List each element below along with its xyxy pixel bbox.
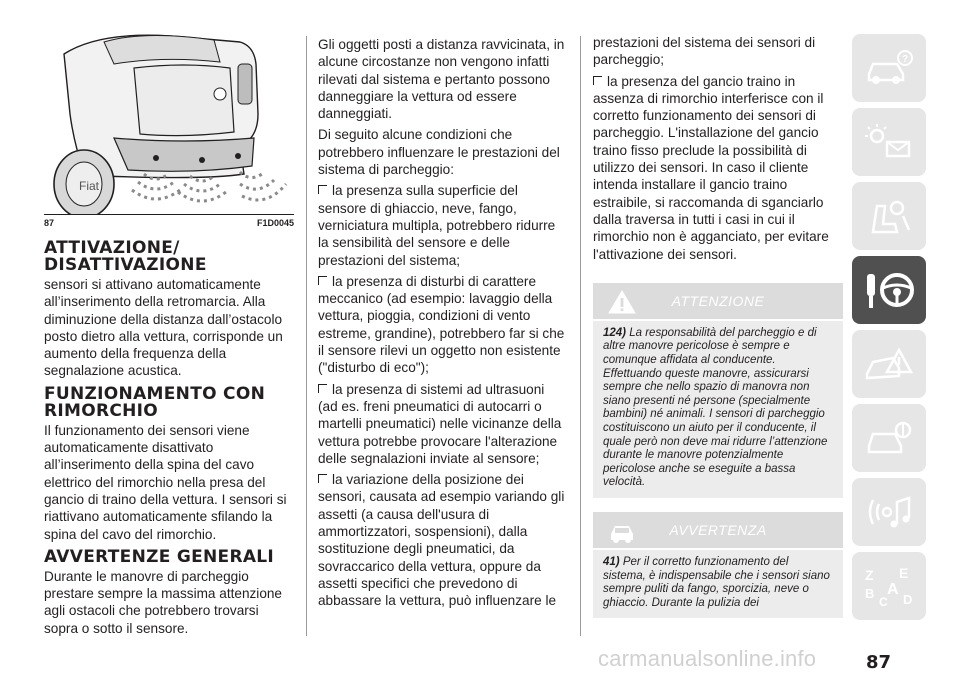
car-rear-sensor-illustration [44,34,294,214]
bullet-icon [593,76,602,85]
svg-text:E: E [899,565,909,581]
paragraph-condizioni: Di seguito alcune condizioni che potrebbero influenzare le prestazioni del sistema di parcheggio: [318,127,560,178]
svg-text:Z: Z [865,567,874,583]
svg-text:Fiat: Fiat [79,179,100,193]
middle-column [318,36,566,614]
bullet-icon [318,276,327,285]
figure-code: F1D0045 [256,218,294,228]
tab-key-steering[interactable] [852,256,926,324]
avvertenza-header [593,512,843,548]
attenzione-text [593,321,843,498]
list-item-text: la variazione della posizione dei sensori, causata ad esempio variando gli assetti (a causa dell'usura di ammortizzatori, sospensioni), dalla sostituzione degli pneumatici, da sovraccarico della vettura, oppure da assetti specifici che prevedono di abbassare la vettura, può influenzare le [318,472,565,609]
watermark: carmanualsonline.info [598,646,817,671]
attenzione-number: 124) [603,326,627,339]
tab-index[interactable] [852,552,926,620]
car-service-icon [863,418,915,458]
warning-triangle-car-icon [863,344,915,384]
tab-seat-airbag[interactable] [852,182,926,250]
svg-text:?: ? [902,54,909,65]
heading-rimorchio: FUNZIONAMENTO CON RIMORCHIO [44,383,266,421]
tab-dashboard-lights[interactable] [852,108,926,176]
bullet-icon [318,185,327,194]
dashboard-lights-icon [863,122,915,162]
column-divider [580,36,581,636]
list-item [318,182,566,268]
tab-emergency[interactable] [852,330,926,398]
list-item [318,471,566,609]
attenzione-title: ATTENZIONE [671,292,765,309]
avvertenza-number: 41) [603,555,620,568]
bullet-icon [318,384,327,393]
avvertenza-text [593,550,843,618]
list-item-text: la presenza sulla superficie del sensore di ghiaccio, neve, fango, verniciatura multipla, potrebbero ridurre la sensibilità del sensore e delle prestazioni del sistema; [318,183,556,268]
heading-attivazione: ATTIVAZIONE/ DISATTIVAZIONE [44,238,207,275]
svg-text:D: D [903,592,913,607]
figure-number: 87 [44,218,55,228]
avvertenza-title: AVVERTENZA [669,521,767,538]
seat-airbag-icon [863,196,915,236]
car-rear-image [44,34,294,214]
audio-music-icon [863,492,915,532]
paragraph-prestazioni: prestazioni del sistema dei sensori di parcheggio; [593,35,816,68]
figure-caption [44,215,294,228]
paragraph-rimorchio: Il funzionamento dei sensori viene automaticamente disattivato all’inserimento della spina del cavo elettrico del rimorchio nella presa del gancio di traino della vettura. I sensori si riattivano automaticamente sfilando la spina del cavo del rimorchio. [44,422,287,542]
avvertenza-box [593,512,843,618]
paragraph-avvertenze: Durante le manovre di parcheggio prestare sempre la massima attenzione agli ostacoli che potrebbero trovarsi sopra o sotto il sensore. [44,568,282,636]
column-divider [306,36,307,636]
index-alphabet-icon [861,564,917,608]
right-column [593,34,843,618]
tab-car-info[interactable] [852,34,926,102]
list-item-text: la presenza di disturbi di carattere meccanico (ad esempio: lavaggio della vettura, pioggia, condizioni di vento estreme, grandine), potrebbero far si che il sensore rilevi un oggetto non esistente ("disturbo di eco"); [318,273,565,376]
page-number: 87 [866,652,892,673]
list-item [593,73,843,263]
car-info-icon [863,48,915,88]
attenzione-box [593,283,843,498]
chapter-tabs [852,34,926,626]
paragraph-attivazione: sensori si attivano automaticamente all’inserimento della retromarcia. Alla diminuzione della distanza dall’ostacolo posto dietro alla vettura, corrisponde un aumento della frequenza della segnalazione acustica. [44,277,283,379]
avvertenza-body: Per il corretto funzionamento del sistema, è indispensabile che i sensori siano sempre puliti da fango, sporcizia, neve o ghiaccio. Durante la pulizia dei [603,555,830,609]
attenzione-body: La responsabilità del parcheggio e di altre manovre pericolose è sempre e comunque affidata al conducente. Effettuando queste manovre, assicurarsi sempre che nello spazio di manovra non siano presenti né persone (specialmente bambini) né animali. I sensori di parcheggio costituiscono un aiuto per il conducente, il quale però non deve mai ridurre l’attenzione durante le manovre potenzialmente pericolose anche se eseguite a bassa velocità. [603,326,828,489]
svg-text:C: C [879,595,888,608]
attenzione-header [593,283,843,319]
list-item-text: la presenza di sistemi ad ultrasuoni (ad es. freni pneumatici di autocarri o martelli pneumatici) nelle vicinanze della vettura potrebbe provocare l'alterazione delle segnalazioni inviate al sensore; [318,381,562,466]
left-column [44,34,294,641]
list-item [318,273,566,377]
paragraph-oggetti: Gli oggetti posti a distanza ravvicinata, in alcune circostanze non vengono infatti rilevati dal sistema e pertanto possono danneggiare la vettura od essere danneggiati. [318,37,565,122]
tab-multimedia[interactable] [852,478,926,546]
svg-text:B: B [865,586,875,601]
list-item [318,381,566,467]
heading-avvertenze-generali: AVVERTENZE GENERALI [44,546,275,567]
list-item-text: la presenza del gancio traino in assenza di rimorchio interferisce con il corretto funzionamento dei sensori di parcheggio. L'installazione del gancio traino fisso preclude la possibilità di utilizzo dei sensori. In caso il cliente intenda installare il gancio traino estraibile, si raccomanda di sganciarlo dalla traversa in tutti i casi in cui il rimorchio non è agganciato, per evitare l'attivazione dei sensori. [593,73,829,262]
svg-text:A: A [887,581,899,598]
tab-service[interactable] [852,404,926,472]
key-steering-icon [861,268,917,312]
bullet-icon [318,474,327,483]
